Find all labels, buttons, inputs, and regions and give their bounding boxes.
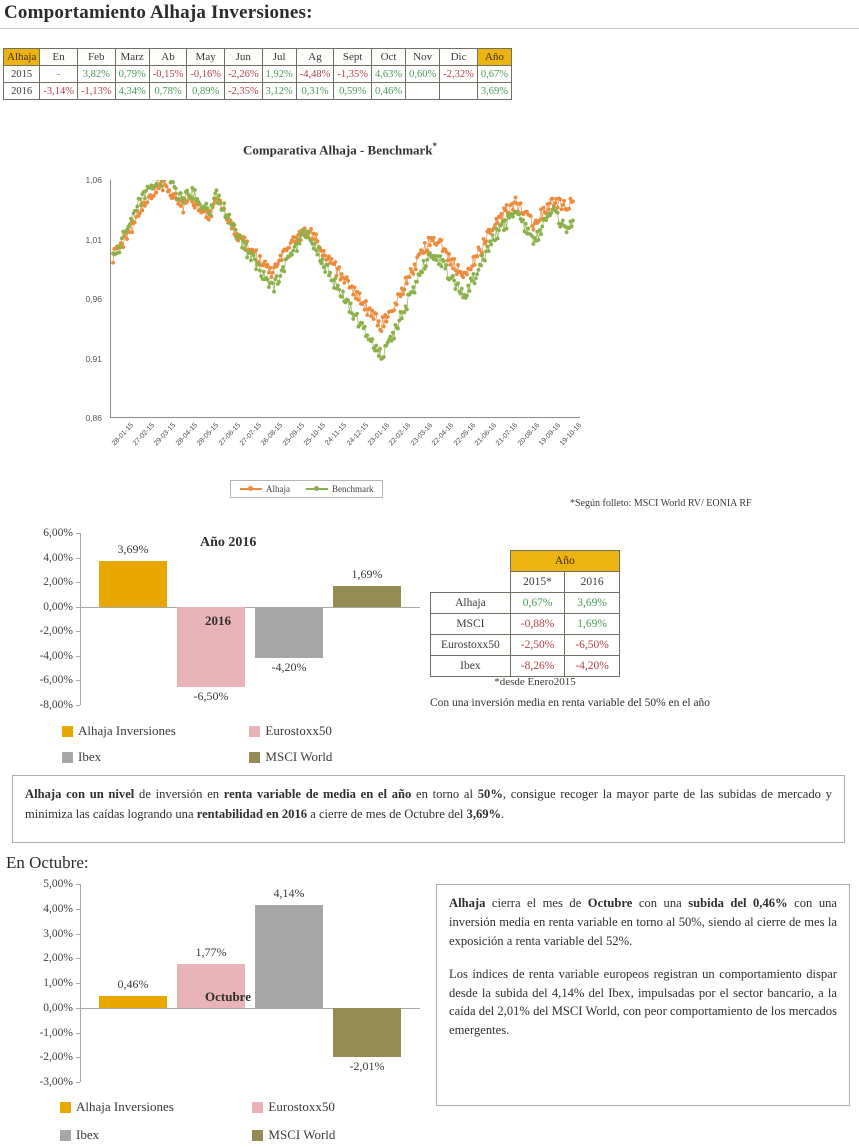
- year-table-corner-cell: [431, 551, 511, 572]
- year-table-group-header-row: [431, 551, 620, 572]
- legend-label: Benchmark: [332, 484, 374, 494]
- y-axis-tick-label: -4,00%: [39, 649, 73, 662]
- y-axis-tick-label: 6,00%: [43, 527, 73, 539]
- y-axis-tick-label: 1,06: [85, 175, 102, 185]
- legend-label: Eurostoxx50: [265, 723, 332, 738]
- table-row: [431, 593, 620, 614]
- october-section-title: En Octubre:: [6, 853, 89, 872]
- bar: [333, 586, 400, 607]
- row-year-label: 2015: [4, 66, 40, 83]
- x-axis-tick-label: 20-08-16: [516, 422, 541, 448]
- y-axis-tick-label: -2,00%: [39, 625, 73, 638]
- title-divider: [0, 28, 859, 29]
- monthly-return-cell: 4,63%: [371, 66, 405, 83]
- x-axis-tick-label: 25-10-15: [302, 422, 328, 448]
- monthly-return-cell: [406, 83, 440, 100]
- monthly-return-cell: -2,26%: [224, 66, 262, 83]
- line-chart-y-axis-labels: [60, 175, 106, 423]
- bar: [99, 561, 166, 606]
- month-column-header: Nov: [406, 49, 440, 66]
- monthly-return-cell: -2,32%: [440, 66, 478, 83]
- year-table-column-header: 2016: [565, 572, 620, 593]
- year-table-column-header: 2015*: [510, 572, 565, 593]
- y-axis-tick-label: 1,00%: [43, 977, 73, 989]
- month-column-header: Sept: [334, 49, 372, 66]
- x-axis-tick-label: 28-01-15: [110, 422, 135, 448]
- line-series-markers: [111, 180, 575, 333]
- line-chart-title-text: Comparativa Alhaja - Benchmark: [242, 142, 433, 158]
- y-axis-tick-label: 4,00%: [43, 902, 73, 915]
- month-column-header: Oct: [371, 49, 405, 66]
- bar-value-label: -4,20%: [271, 660, 307, 675]
- table-row: [4, 83, 512, 100]
- bar-value-label: -6,50%: [193, 688, 229, 703]
- line-chart-svg: [110, 180, 580, 418]
- monthly-return-cell: 3,12%: [262, 83, 296, 100]
- x-axis-tick-label: 21-07-16: [495, 422, 520, 448]
- year-2016-bar-chart: [0, 527, 430, 773]
- legend-label: Eurostoxx50: [268, 1099, 335, 1114]
- x-axis-tick-label: 27-07-15: [238, 422, 263, 448]
- monthly-return-cell: 3,82%: [77, 66, 115, 83]
- legend-color-swatch-icon: [62, 726, 73, 737]
- y-axis-tick-label: 3,00%: [43, 927, 73, 940]
- year-table-value-cell: 1,69%: [565, 614, 620, 635]
- year-table-value-cell: 3,69%: [565, 593, 620, 614]
- legend-color-swatch-icon: [252, 1102, 263, 1113]
- month-column-header: Ab: [149, 49, 187, 66]
- category-axis-label: 2016: [205, 613, 231, 628]
- year-table-value-cell: -2,50%: [510, 635, 565, 656]
- bar-value-label: 0,46%: [117, 977, 149, 992]
- bar-value-label: 1,77%: [195, 944, 227, 959]
- bar: [99, 996, 166, 1007]
- x-axis-tick-label: 19-10-16: [559, 422, 584, 448]
- x-axis-tick-label: 29-03-15: [153, 422, 178, 448]
- monthly-return-cell: -0,16%: [187, 66, 225, 83]
- table-row: [431, 635, 620, 656]
- month-column-header: Ag: [296, 49, 334, 66]
- year-commentary-box: [12, 775, 845, 843]
- page-title: Comportamiento Alhaja Inversiones:: [4, 2, 313, 23]
- year-summary-table: [430, 550, 620, 677]
- y-axis-tick-label: 4,00%: [43, 551, 73, 564]
- y-axis-tick-label: 0,00%: [43, 600, 73, 613]
- monthly-return-cell: -4,48%: [296, 66, 334, 83]
- benchmark-footnote: *Según folleto: MSCI World RV/ EONIA RF: [570, 498, 752, 509]
- y-axis-tick-label: -8,00%: [39, 699, 73, 711]
- month-column-header: May: [187, 49, 225, 66]
- table-row: [431, 656, 620, 677]
- x-axis-tick-label: 28-05-15: [196, 422, 221, 448]
- month-column-header: Jul: [262, 49, 296, 66]
- monthly-return-cell: -0,15%: [149, 66, 187, 83]
- bar: [255, 905, 322, 1007]
- monthly-return-cell: -1,13%: [77, 83, 115, 100]
- year-table-row-label: Ibex: [431, 656, 511, 677]
- bar-chart-title: Año 2016: [200, 535, 257, 550]
- y-axis-line: [80, 884, 81, 1082]
- year-table-value-cell: 0,67%: [510, 593, 565, 614]
- monthly-return-cell: 1,92%: [262, 66, 296, 83]
- monthly-return-cell: 0,31%: [296, 83, 334, 100]
- year-table-column-header-row: [431, 572, 620, 593]
- year-chart-legend: [62, 723, 392, 765]
- year-table-investment-note: Con una inversión media en renta variable del 50% en el año: [430, 697, 711, 709]
- table-header-row: [4, 49, 512, 66]
- monthly-return-cell: 0,79%: [115, 66, 149, 83]
- y-axis-tick-label: 0,96: [85, 294, 102, 304]
- monthly-return-cell: 0,46%: [371, 83, 405, 100]
- month-column-header: En: [40, 49, 78, 66]
- monthly-returns-table: [3, 48, 512, 100]
- october-commentary-box: [436, 884, 850, 1106]
- legend-item: [249, 749, 392, 765]
- x-axis-tick-label: 28-04-15: [174, 422, 199, 448]
- year-chart-plot-area: [80, 533, 420, 705]
- year-chart-y-axis-labels: [0, 527, 78, 711]
- line-chart-title-asterisk: *: [432, 141, 438, 151]
- y-axis-tick-label: 2,00%: [43, 576, 73, 589]
- x-axis-tick-label: 22-04-16: [431, 422, 456, 448]
- row-year-label: 2016: [4, 83, 40, 100]
- legend-label: Ibex: [78, 749, 102, 764]
- legend-color-swatch-icon: [249, 726, 260, 737]
- year-table-row-label: Alhaja: [431, 593, 511, 614]
- year-table-value-cell: -6,50%: [565, 635, 620, 656]
- bar: [255, 607, 322, 659]
- line-chart-x-axis-labels: [110, 422, 584, 482]
- y-axis-tick-label: -2,00%: [39, 1051, 73, 1064]
- monthly-return-cell: -: [40, 66, 78, 83]
- monthly-return-cell: [440, 83, 478, 100]
- y-axis-line: [80, 533, 81, 705]
- x-axis-tick-label: 23-03-16: [409, 422, 434, 448]
- month-column-header: Dic: [440, 49, 478, 66]
- legend-color-swatch-icon: [60, 1102, 71, 1113]
- line-chart-plot-area: [110, 180, 580, 418]
- y-axis-tick-label: 5,00%: [43, 878, 73, 890]
- monthly-return-cell: 0,60%: [406, 66, 440, 83]
- legend-item: [306, 484, 373, 494]
- legend-item: [249, 723, 392, 739]
- x-axis-tick-label: 19-09-16: [537, 422, 563, 448]
- table-row: [4, 66, 512, 83]
- x-axis-tick-label: 25-09-15: [281, 422, 306, 448]
- year-table-corner-cell-2: [431, 572, 511, 593]
- legend-label: Alhaja Inversiones: [78, 723, 176, 738]
- y-axis-tick-label: 0,86: [85, 413, 102, 423]
- year-table-row-label: MSCI: [431, 614, 511, 635]
- x-axis-tick-label: 22-02-16: [388, 422, 413, 448]
- october-commentary-paragraph-1: Alhaja cierra el mes de Octubre con una subida del 0,46% con una inversión media en renta variable en torno al 50%, siendo al cierre de mes la exposición a renta variable del 52%.: [449, 896, 837, 948]
- x-axis-tick-label: 24-11-15: [324, 422, 349, 447]
- bar-value-label: -2,01%: [349, 1059, 385, 1074]
- y-axis-tick-mark: [76, 705, 80, 706]
- comparison-line-chart: [60, 135, 620, 510]
- bar: [333, 1008, 400, 1058]
- line-chart-title: [60, 141, 620, 158]
- month-column-header: Jun: [224, 49, 262, 66]
- legend-label: Alhaja: [266, 484, 290, 494]
- legend-item: [62, 723, 235, 739]
- x-axis-tick-label: 27-06-15: [217, 422, 242, 448]
- legend-item: [240, 484, 290, 494]
- legend-line-marker-icon: [240, 488, 262, 490]
- october-commentary-paragraph-2: Los índices de renta variable europeos registran un comportamiento dispar desde la subida del 4,14% del Ibex, impulsadas por el sector bancario, a la caída del 2,01% del MSCI World, con peor comportamiento de los mercados emergentes.: [449, 966, 837, 1038]
- y-axis-tick-mark: [76, 1082, 80, 1083]
- x-axis-tick-label: 22-05-16: [452, 422, 477, 448]
- legend-item: [60, 1099, 238, 1115]
- monthly-return-cell: 4,34%: [115, 83, 149, 100]
- x-axis-tick-label: 24-12-15: [345, 422, 370, 448]
- october-chart-y-axis-labels: [0, 878, 78, 1088]
- x-axis-tick-label: 21-06-16: [473, 422, 498, 448]
- month-column-header: Marz: [115, 49, 149, 66]
- category-axis-label: Octubre: [205, 989, 251, 1004]
- legend-item: [252, 1127, 400, 1143]
- year-table-row-label: Eurostoxx50: [431, 635, 511, 656]
- y-axis-tick-label: 1,01: [85, 234, 102, 245]
- month-column-header: Feb: [77, 49, 115, 66]
- legend-color-swatch-icon: [252, 1130, 263, 1141]
- legend-color-swatch-icon: [60, 1130, 71, 1141]
- legend-color-swatch-icon: [249, 752, 260, 763]
- y-axis-tick-label: 2,00%: [43, 952, 73, 965]
- legend-label: Ibex: [76, 1127, 100, 1142]
- legend-item: [62, 749, 235, 765]
- monthly-return-cell: 0,89%: [187, 83, 225, 100]
- monthly-return-cell: 0,67%: [477, 66, 511, 83]
- month-column-header: Año: [477, 49, 511, 66]
- monthly-return-cell: -3,14%: [40, 83, 78, 100]
- legend-label: Alhaja Inversiones: [76, 1099, 174, 1114]
- year-commentary-text: Alhaja con un nivel de inversión en renta variable de media en el año en torno al 50%, consigue recoger la mayor parte de las subidas de mercado y minimiza las caídas logrando una rentabilidad en 2016 a cierre de mes de Octubre del 3,69%.: [25, 787, 832, 821]
- october-chart-legend: [60, 1099, 400, 1143]
- line-chart-legend: [230, 480, 383, 498]
- y-axis-tick-label: -6,00%: [39, 674, 73, 687]
- y-axis-tick-label: 0,91: [85, 353, 102, 364]
- y-axis-tick-label: -1,00%: [39, 1026, 73, 1039]
- legend-label: MSCI World: [265, 749, 333, 764]
- monthly-return-cell: 0,78%: [149, 83, 187, 100]
- monthly-return-cell: 0,59%: [334, 83, 372, 100]
- monthly-return-cell: -2,35%: [224, 83, 262, 100]
- year-table-group-header: Año: [510, 551, 619, 572]
- zero-axis-line: [80, 607, 420, 608]
- x-axis-tick-label: 26-08-15: [260, 422, 285, 448]
- legend-item: [252, 1099, 400, 1115]
- year-table-value-cell: -8,26%: [510, 656, 565, 677]
- monthly-return-cell: -1,35%: [334, 66, 372, 83]
- october-bar-chart: [0, 878, 430, 1144]
- legend-item: [60, 1127, 238, 1143]
- bar-value-label: 4,14%: [273, 886, 305, 901]
- y-axis-tick-label: -3,00%: [39, 1076, 73, 1088]
- year-table-value-cell: -4,20%: [565, 656, 620, 677]
- table-row: [431, 614, 620, 635]
- x-axis-tick-label: 23-01-16: [366, 422, 392, 448]
- x-axis-tick-label: 27-02-15: [131, 422, 157, 448]
- legend-line-marker-icon: [306, 488, 328, 490]
- month-column-header: Alhaja: [4, 49, 40, 66]
- year-table-value-cell: -0,88%: [510, 614, 565, 635]
- bar-value-label: 3,69%: [117, 542, 149, 557]
- y-axis-tick-label: 0,00%: [43, 1001, 73, 1014]
- year-table-asterisk-note: *desde Enero2015: [494, 676, 576, 688]
- year-table-body: [431, 593, 620, 677]
- legend-label: MSCI World: [268, 1127, 336, 1142]
- monthly-return-cell: 3,69%: [477, 83, 511, 100]
- october-chart-plot-area: [80, 884, 420, 1082]
- bar-value-label: 1,69%: [351, 566, 383, 581]
- table-body: [4, 66, 512, 100]
- legend-color-swatch-icon: [62, 752, 73, 763]
